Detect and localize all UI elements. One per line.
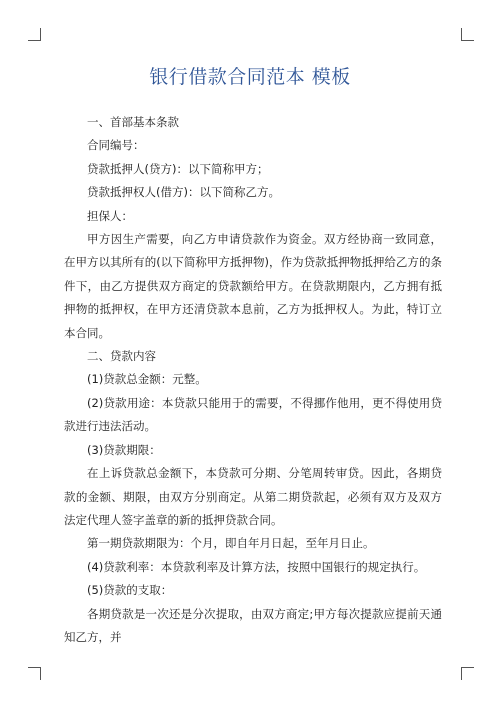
guarantor-line: 担保人：: [87, 208, 133, 223]
crop-mark-top-right: [461, 28, 474, 41]
crop-mark-top-left: [28, 28, 41, 41]
lender-line: 贷款抵押人(贷方)：以下简称甲方；: [87, 161, 269, 176]
preamble-paragraph: 甲方因生产需要，向乙方申请贷款作为资金。双方经协商一致同意，在甲方以其所有的(以下简称甲方抵押物)，作为贷款抵押物抵押给乙方的条件下，由乙方提供双方商定的贷款额给甲方。在贷款期限内，乙方拥有抵押物的抵押权，在甲方还清贷款本息前，乙方为抵押权人。为此，特订立本合同。: [64, 232, 442, 340]
clause-interest-rate: (4)贷款利率：本贷款利率及计算方法，按照中国银行的规定执行。: [87, 559, 426, 574]
document-title: 银行借款合同范本 模板: [149, 66, 351, 88]
clause-loan-term: (3)贷款期限：: [87, 442, 161, 457]
withdrawal-paragraph: 各期贷款是一次还是分次提取，由双方商定;甲方每次提款应提前天通知乙方，并: [64, 606, 442, 644]
clause-withdrawal: (5)贷款的支取：: [87, 583, 173, 598]
clause-loan-purpose: (2)贷款用途：本贷款只能用于的需要，不得挪作他用，更不得使用贷款进行违法活动。: [64, 395, 442, 434]
loan-term-paragraph: 在上诉贷款总金额下，本贷款可分期、分笔周转审贷。因此，各期贷款的金额、期限，由双方分别商定。从第二期贷款起，必须有双方及双方法定代理人签字盖章的新的抵押贷款合同。: [64, 466, 442, 527]
first-period-line: 第一期贷款期限为：个月，即自年月日起，至年月日止。: [87, 536, 375, 551]
contract-number-line: 合同编号：: [87, 138, 145, 153]
crop-mark-bottom-left: [28, 667, 41, 680]
document-body: [64, 111, 442, 649]
borrower-line: 贷款抵押权人(借方)：以下简称乙方。: [87, 185, 280, 200]
section-heading-loan-content: 二、贷款内容: [87, 349, 156, 364]
clause-loan-amount: (1)贷款总金额：元整。: [87, 372, 207, 387]
section-heading-basic-terms: 一、首部基本条款: [87, 115, 179, 129]
crop-mark-bottom-right: [461, 667, 474, 680]
